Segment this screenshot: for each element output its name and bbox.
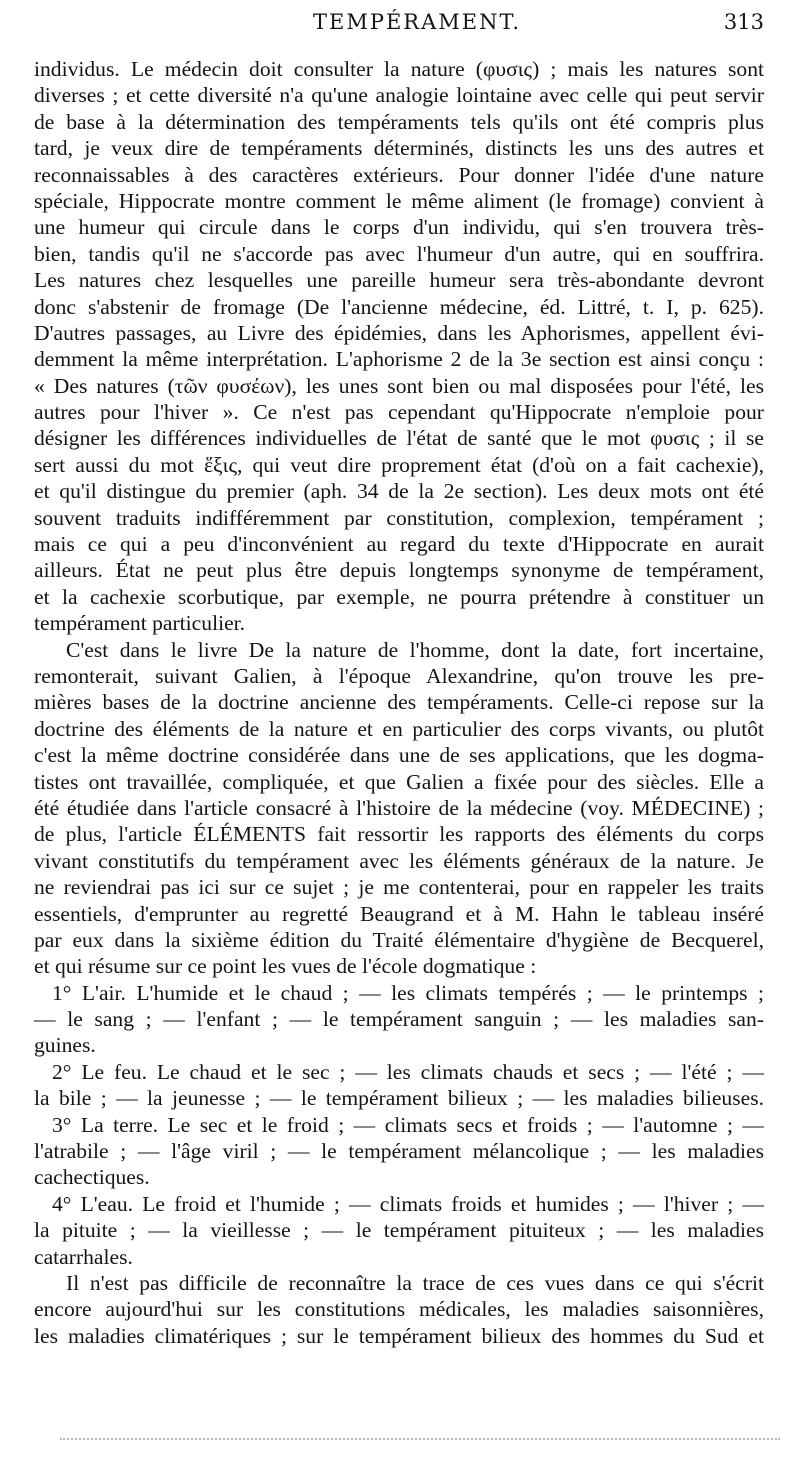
text-line: mais ce qui a peu d'inconvénient au regard du texte d'Hippocrate en aurait [34,532,764,557]
text-line: « Des natures (τῶν φυσέων), les unes sont bien ou mal disposées pour l'été, les [34,373,764,398]
text-line: bien, tandis qu'il ne s'accorde pas avec l'humeur d'un autre, qui en souffrira. [34,241,764,266]
text-line: l'atrabile ; — l'âge viril ; — le tempérament mélancolique ; — les maladies [34,1139,764,1164]
text-line: une humeur qui circule dans le corps d'un individu, qui s'en trouvera très- [34,215,764,240]
text-line: tistes ont travaillée, compliquée, et que Galien a fixée pour des siècles. Elle a [34,769,764,794]
text-line: les maladies climatériques ; sur le tempérament bilieux des hommes du Sud et [34,1323,764,1348]
footer-rule [60,1438,780,1442]
text-line: spéciale, Hippocrate montre comment le même aliment (le fromage) convient à [34,188,764,213]
text-line: par eux dans la sixième édition du Traité élémentaire d'hygiène de Becquerel, [34,927,764,952]
text-line: catarrhales. [34,1244,133,1269]
text-line: désigner les différences individuelles de l'état de santé que le mot φυσις ; il se [34,426,764,451]
text-line: autres pour l'hiver ». Ce n'est pas cependant qu'Hippocrate n'emploie pour [34,400,764,425]
text-line: reconnaissables à des caractères extérieurs. Pour donner l'idée d'une nature [34,162,764,187]
text-line: 3° La terre. Le sec et le froid ; — climats secs et froids ; — l'automne ; — [52,1112,764,1137]
text-line: tempérament particulier. [34,611,246,636]
text-line: 4° L'eau. Le froid et l'humide ; — climats froids et humides ; — l'hiver ; — [52,1191,764,1216]
text-line: encore aujourd'hui sur les constitutions médicales, les maladies saisonnières, [34,1297,764,1322]
body-text [34,56,764,1349]
text-line: diverses ; et cette diversité n'a qu'une analogie lointaine avec celle qui peut servir [34,83,764,108]
text-line: essentiels, d'emprunter au regretté Beaugrand et à M. Hahn le tableau inséré [34,901,764,926]
running-title: TEMPÉRAMENT. [313,10,522,34]
text-line: et la cachexie scorbutique, par exemple, ne pourra prétendre à constituer un [34,584,764,609]
text-line: tard, je veux dire de tempéraments déterminés, distincts les uns des autres et [34,136,764,161]
text-line: ailleurs. État ne peut plus être depuis longtemps synonyme de tempérament, [34,558,764,583]
text-line: mières bases de la doctrine ancienne des tempéraments. Celle-ci repose sur la [34,690,764,715]
text-line: vivant constitutifs du tempérament avec les éléments généraux de la nature. Je [34,848,764,873]
text-line: — le sang ; — l'enfant ; — le tempérament sanguin ; — les maladies san- [34,1007,764,1032]
text-line: individus. Le médecin doit consulter la nature (φυσις) ; mais les natures sont [34,57,764,81]
text-line: c'est la même doctrine considérée dans une de ses applications, que les dogma- [34,743,764,768]
text-line: souvent traduits indifféremment par constitution, complexion, tempérament ; [34,505,764,530]
text-line: de base à la détermination des tempéraments tels qu'ils ont été compris plus [34,109,764,134]
text-line: la pituite ; — la vieillesse ; — le tempérament pituiteux ; — les maladies [34,1218,764,1243]
text-line: Il n'est pas difficile de reconnaître la trace de ces vues dans ce qui s'écrit [66,1270,764,1295]
text-line: de plus, l'article ÉLÉMENTS fait ressortir les rapports des éléments du corps [34,822,764,847]
text-line: doctrine des éléments de la nature et en particulier des corps vivants, ou plutôt [34,716,764,741]
text-line: 2° Le feu. Le chaud et le sec ; — les climats chauds et secs ; — l'été ; — [52,1059,764,1084]
text-line: 1° L'air. L'humide et le chaud ; — les climats tempérés ; — le printemps ; [52,980,764,1005]
text-line: remonterait, suivant Galien, à l'époque Alexandrine, qu'on trouve les pre- [34,663,764,688]
text-line: demment la même interprétation. L'aphorisme 2 de la 3e section est ainsi conçu : [34,347,764,372]
page-header [0,10,800,50]
text-line: ne reviendrai pas ici sur ce sujet ; je me contenterai, pour en rappeler les traits [34,875,764,900]
text-line: donc s'abstenir de fromage (De l'ancienne médecine, éd. Littré, t. I, p. 625). [34,294,764,319]
text-line: été étudiée dans l'article consacré à l'histoire de la médecine (voy. MÉDECINE) ; [34,795,764,820]
page-number: 313 [723,10,764,34]
text-line: D'autres passages, au Livre des épidémies, dans les Aphorismes, appellent évi- [34,320,764,345]
text-line: la bile ; — la jeunesse ; — le tempérament bilieux ; — les maladies bilieuses. [34,1086,764,1111]
text-line: et qui résume sur ce point les vues de l'école dogmatique : [34,954,537,979]
text-line: Les natures chez lesquelles une pareille humeur sera très-abondante devront [34,268,764,293]
text-line: guines. [34,1033,96,1058]
text-line: et qu'il distingue du premier (aph. 34 de la 2e section). Les deux mots ont été [34,479,764,504]
text-line: C'est dans le livre De la nature de l'homme, dont la date, fort incertaine, [66,637,764,662]
text-line: sert aussi du mot ἕξις, qui veut dire proprement état (d'où on a fait cachexie), [34,452,764,477]
text-line: cachectiques. [34,1165,150,1190]
